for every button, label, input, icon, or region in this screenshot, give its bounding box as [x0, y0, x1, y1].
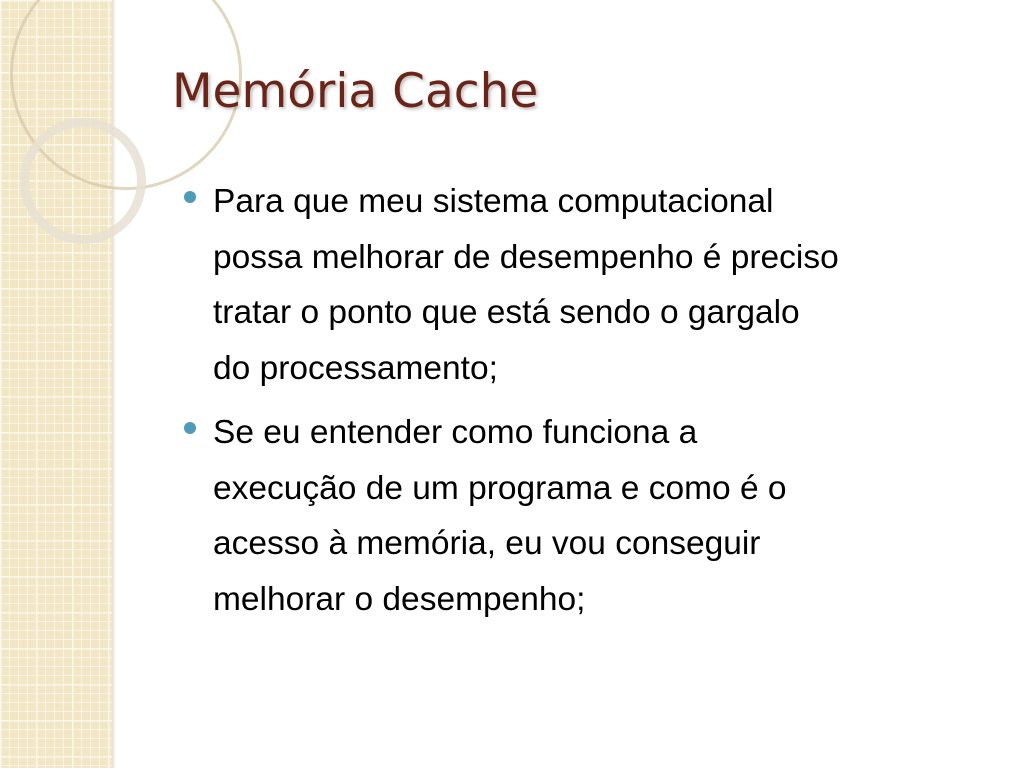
slide-title: Memória Cache [172, 64, 539, 119]
bullet-line: possa melhorar de desempenho é preciso [213, 238, 839, 276]
bullet-item [184, 174, 1004, 396]
bullet-line: acesso à memória, eu vou conseguir [213, 525, 761, 562]
bullet-line: Se eu entender como funciona a [213, 414, 698, 451]
bullet-item [184, 405, 1004, 627]
bullet-line: melhorar o desempenho; [213, 580, 586, 618]
bullet-line: do processamento; [213, 349, 498, 387]
bullet-line: Para que meu sistema computacional [213, 183, 774, 220]
decorative-small-ring [20, 118, 146, 244]
bullet-text [213, 174, 839, 396]
bullet-text [213, 405, 787, 627]
bullet-dot-icon [184, 191, 196, 203]
bullet-line: tratar o ponto que está sendo o gargalo [213, 294, 800, 331]
bullet-line: execução de um programa e como é o [213, 469, 787, 507]
bullet-dot-icon [184, 422, 196, 434]
bullet-list [184, 174, 1004, 636]
